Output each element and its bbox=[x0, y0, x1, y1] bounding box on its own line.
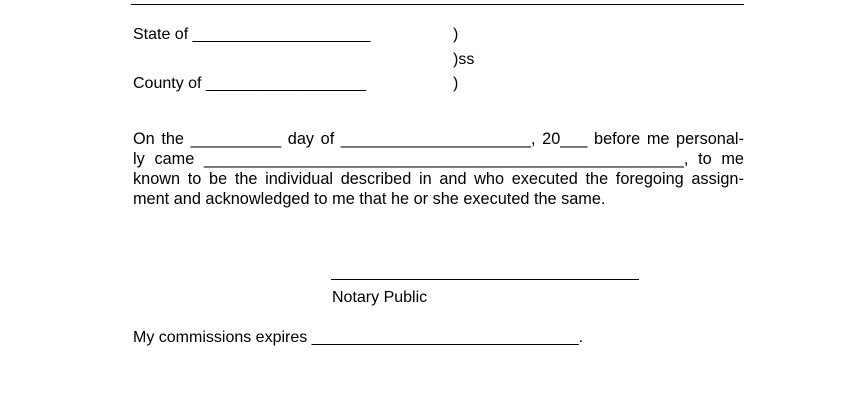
ack-word: assign- bbox=[691, 170, 744, 188]
ack-word: described bbox=[340, 170, 412, 188]
name-blank: _____________________________________________________, bbox=[203, 150, 689, 168]
ack-word: executed bbox=[511, 170, 578, 188]
ack-word: known bbox=[133, 170, 181, 188]
ack-line-4: ment and acknowledged to me that he or she executed the same. bbox=[133, 190, 606, 208]
ack-line-3 bbox=[133, 170, 744, 189]
state-of-line: State of ____________________ bbox=[133, 26, 371, 43]
ack-word: On bbox=[133, 130, 155, 148]
ack-word: personal- bbox=[676, 130, 744, 148]
ack-line-2 bbox=[133, 150, 744, 169]
ack-word: who bbox=[474, 170, 505, 188]
ack-word: foregoing bbox=[615, 170, 684, 188]
ack-word: of bbox=[320, 130, 335, 148]
day-blank: __________ bbox=[190, 130, 282, 148]
ack-word: the bbox=[161, 130, 184, 148]
ack-word: came bbox=[154, 150, 195, 168]
ack-word: individual bbox=[265, 170, 334, 188]
ack-word: the bbox=[234, 170, 258, 188]
ack-word: in bbox=[418, 170, 432, 188]
top-rule bbox=[131, 4, 744, 5]
month-blank: _____________________, bbox=[340, 130, 536, 148]
ack-word: and bbox=[439, 170, 467, 188]
venue-paren-top: ) bbox=[453, 26, 459, 43]
notary-signature-line bbox=[331, 279, 639, 280]
notary-public-label: Notary Public bbox=[332, 289, 428, 306]
ack-word: day bbox=[287, 130, 315, 148]
venue-ss: )ss bbox=[453, 51, 475, 68]
ack-word: the bbox=[585, 170, 609, 188]
venue-paren-bottom: ) bbox=[453, 75, 459, 92]
ack-word: ly bbox=[133, 150, 145, 168]
ack-word: me bbox=[646, 130, 670, 148]
ack-word: to bbox=[187, 170, 202, 188]
ack-word: to bbox=[698, 150, 712, 168]
ack-word: me bbox=[721, 150, 744, 168]
county-of-line: County of __________________ bbox=[133, 75, 367, 92]
commission-expires-line: My commissions expires ______________________________. bbox=[133, 329, 584, 346]
ack-line-1 bbox=[133, 130, 744, 149]
ack-word: before bbox=[594, 130, 641, 148]
year-blank: 20___ bbox=[542, 130, 588, 148]
ack-word: be bbox=[209, 170, 228, 188]
